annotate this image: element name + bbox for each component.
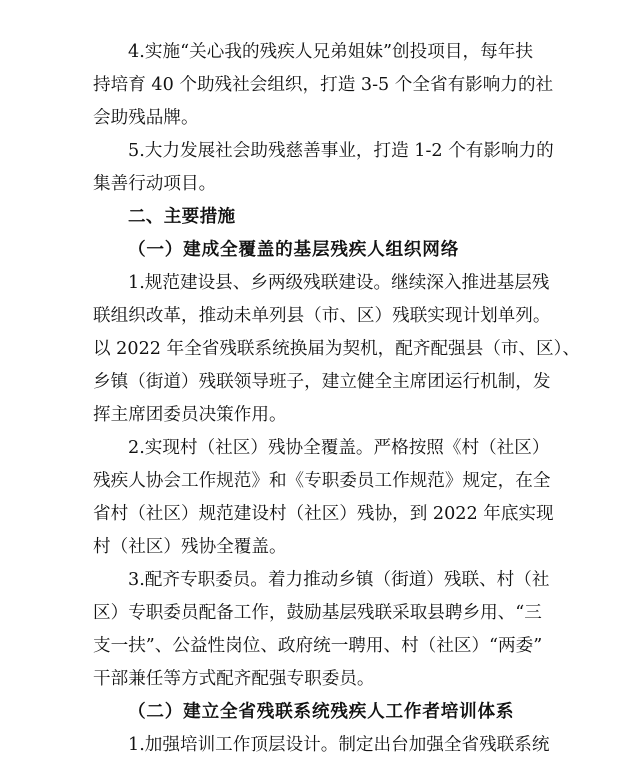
paragraph-line: 支一扶”、公益性岗位、政府统一聘用、村（社区）“两委” [93,636,543,656]
section-heading: 二、主要措施 [128,207,236,227]
paragraph-line: 村（社区）残协全覆盖。 [93,537,287,557]
paragraph-line: 1.加强培训工作顶层设计。制定出台加强全省残联系统 [128,735,550,755]
subsection-heading: （二）建立全省残联系统残疾人工作者培训体系 [128,701,515,722]
paragraph-line: 挥主席团委员决策作用。 [93,405,287,425]
subsection-heading: （一）建成全覆盖的基层残疾人组织网络 [128,239,460,260]
paragraph-line: 以 2022 年全省残联系统换届为契机，配齐配强县（市、区）、 [93,339,581,359]
paragraph-line: 集善行动项目。 [93,174,217,194]
paragraph-line: 省村（社区）规范建设村（社区）残协，到 2022 年底实现 [93,504,554,524]
paragraph-line: 2.实现村（社区）残协全覆盖。严格按照《村（社区） [128,438,550,458]
paragraph-line: 干部兼任等方式配齐配强专职委员。 [93,669,375,689]
paragraph-line: 区）专职委员配备工作，鼓励基层残联采取县聘乡用、“三 [93,603,542,623]
paragraph-line: 3.配齐专职委员。着力推动乡镇（街道）残联、村（社 [128,570,550,590]
paragraph-line: 会助残品牌。 [93,108,199,128]
paragraph-line: 5.大力发展社会助残慈善事业，打造 1-2 个有影响力的 [128,141,554,161]
paragraph-line: 乡镇（街道）残联领导班子，建立健全主席团运行机制，发 [93,372,551,392]
paragraph-line: 持培育 40 个助残社会组织，打造 3-5 个全省有影响力的社 [93,75,554,95]
paragraph-line: 1.规范建设县、乡两级残联建设。继续深入推进基层残 [128,273,550,293]
paragraph-line: 4.实施“关心我的残疾人兄弟姐妹”创投项目，每年扶 [128,42,533,62]
paragraph-line: 残疾人协会工作规范》和《专职委员工作规范》规定，在全 [93,471,551,491]
paragraph-line: 联组织改革，推动未单列县（市、区）残联实现计划单列。 [93,306,551,326]
